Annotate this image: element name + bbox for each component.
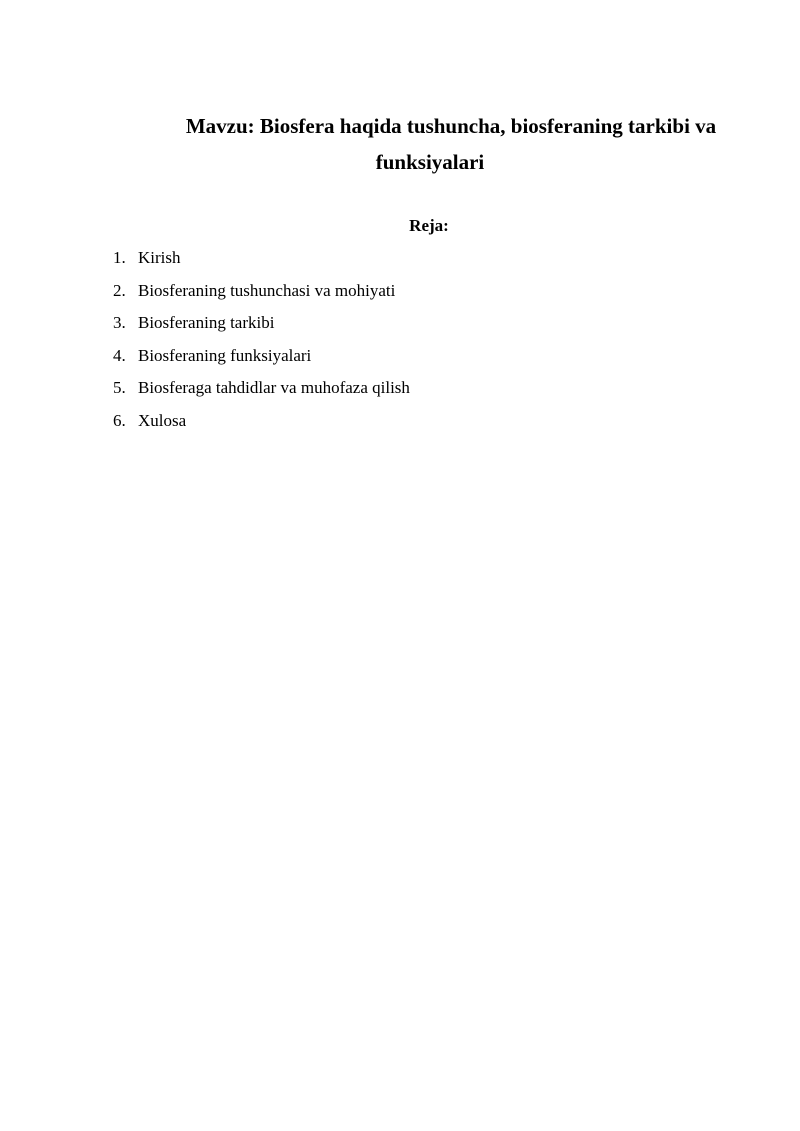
plan-item-text: Biosferaga tahdidlar va muhofaza qilish — [138, 378, 410, 397]
plan-item — [113, 344, 410, 377]
plan-item-number: 6. — [113, 410, 126, 430]
document-title — [130, 108, 730, 180]
plan-item-number: 1. — [113, 248, 126, 267]
title-line-2: funksiyalari — [375, 150, 485, 174]
plan-item — [113, 246, 410, 279]
plan-item-number: 4. — [113, 345, 126, 365]
plan-item-number: 5. — [113, 378, 126, 397]
plan-item-text: Biosferaning tarkibi — [138, 313, 275, 332]
title-line-1: Mavzu: Biosfera haqida tushuncha, biosferaning tarkibi va — [185, 114, 717, 138]
plan-list — [113, 246, 410, 441]
plan-heading: Reja: — [409, 216, 449, 235]
plan-item-number: 2. — [113, 280, 126, 300]
plan-item — [113, 279, 410, 312]
plan-item — [113, 311, 410, 344]
plan-item-number: 3. — [113, 313, 126, 332]
plan-item — [113, 376, 410, 409]
plan-item-text: Xulosa — [138, 410, 187, 430]
plan-item-text: Biosferaning funksiyalari — [138, 345, 312, 365]
plan-item-text: Biosferaning tushunchasi va mohiyati — [138, 280, 396, 300]
plan-item — [113, 409, 410, 442]
plan-item-text: Kirish — [138, 248, 181, 267]
